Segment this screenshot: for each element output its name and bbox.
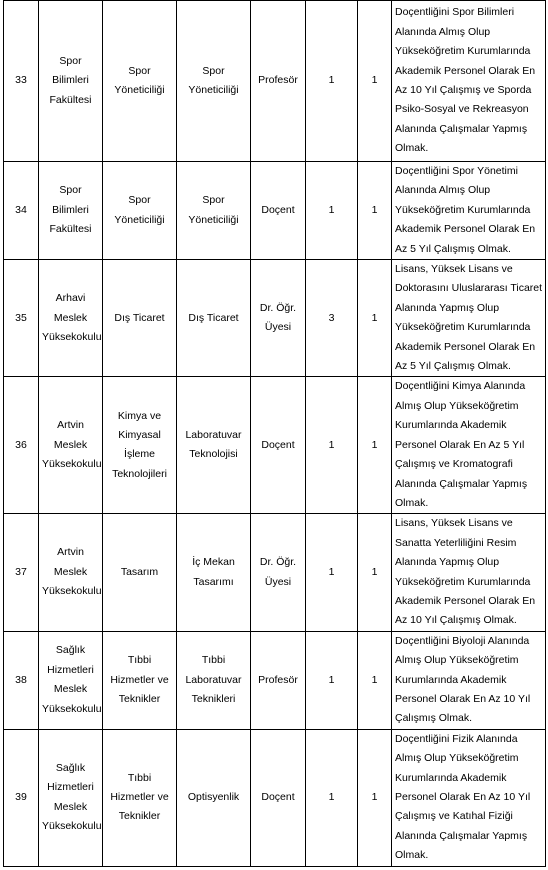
degree-cell: 3: [306, 260, 358, 377]
program-cell: Tıbbi Laboratuvar Teknikleri: [177, 631, 251, 729]
count-cell: 1: [358, 260, 392, 377]
title-cell: Doçent: [251, 729, 306, 866]
table-row: [4, 260, 546, 377]
requirement-cell: Lisans, Yüksek Lisans ve Doktorasını Uluslararası Ticaret Alanında Yapmış Olup Yükseköğretim Kurumlarında Akademik Personel Olarak En Az 5 Yıl Çalışmış Olmak.: [392, 260, 546, 377]
requirement-cell: Doçentliğini Spor Yönetimi Alanında Almış Olup Yükseköğretim Kurumlarında Akademik Personel Olarak En Az 5 Yıl Çalışmış Olmak.: [392, 162, 546, 260]
unit-cell: Artvin Meslek Yüksekokulu: [39, 377, 103, 514]
program-cell: İç Mekan Tasarımı: [177, 514, 251, 631]
degree-cell: 1: [306, 1, 358, 162]
degree-cell: 1: [306, 631, 358, 729]
department-cell: Kimya ve Kimyasal İşleme Teknolojileri: [103, 377, 177, 514]
department-cell: Tıbbi Hizmetler ve Teknikler: [103, 729, 177, 866]
title-cell: Dr. Öğr. Üyesi: [251, 260, 306, 377]
requirement-cell: Doçentliğini Biyoloji Alanında Almış Olup Yükseköğretim Kurumlarında Akademik Personel Olarak En Az 10 Yıl Çalışmış Olmak.: [392, 631, 546, 729]
title-cell: Profesör: [251, 631, 306, 729]
count-cell: 1: [358, 162, 392, 260]
row-number: 39: [4, 729, 39, 866]
requirement-cell: Lisans, Yüksek Lisans ve Sanatta Yeterliliğini Resim Alanında Yapmış Olup Yükseköğretim Kurumlarında Akademik Personel Olarak En Az 10 Yıl Çalışmış Olmak.: [392, 514, 546, 631]
department-cell: Spor Yöneticiliği: [103, 1, 177, 162]
program-cell: Dış Ticaret: [177, 260, 251, 377]
department-cell: Spor Yöneticiliği: [103, 162, 177, 260]
unit-cell: Spor Bilimleri Fakültesi: [39, 1, 103, 162]
count-cell: 1: [358, 631, 392, 729]
unit-cell: Artvin Meslek Yüksekokulu: [39, 514, 103, 631]
row-number: 38: [4, 631, 39, 729]
degree-cell: 1: [306, 162, 358, 260]
program-cell: Optisyenlik: [177, 729, 251, 866]
row-number: 35: [4, 260, 39, 377]
row-number: 36: [4, 377, 39, 514]
unit-cell: Sağlık Hizmetleri Meslek Yüksekokulu: [39, 729, 103, 866]
requirement-cell: Doçentliğini Fizik Alanında Almış Olup Yükseköğretim Kurumlarında Akademik Personel Olarak En Az 10 Yıl Çalışmış ve Katıhal Fiziği Alanında Çalışmalar Yapmış Olmak.: [392, 729, 546, 866]
degree-cell: 1: [306, 729, 358, 866]
requirement-cell: Doçentliğini Spor Bilimleri Alanında Almış Olup Yükseköğretim Kurumlarında Akademik Personel Olarak En Az 10 Yıl Çalışmış ve Sporda Psiko-Sosyal ve Rekreasyon Alanında Çalışmalar Yapmış Olmak.: [392, 1, 546, 162]
program-cell: Laboratuvar Teknolojisi: [177, 377, 251, 514]
table-row: [4, 1, 546, 162]
requirement-cell: Doçentliğini Kimya Alanında Almış Olup Yükseköğretim Kurumlarında Akademik Personel Olarak En Az 5 Yıl Çalışmış ve Kromatografi Alanında Çalışmalar Yapmış Olmak.: [392, 377, 546, 514]
program-cell: Spor Yöneticiliği: [177, 162, 251, 260]
table-row: [4, 729, 546, 866]
department-cell: Tıbbi Hizmetler ve Teknikler: [103, 631, 177, 729]
unit-cell: Spor Bilimleri Fakültesi: [39, 162, 103, 260]
row-number: 34: [4, 162, 39, 260]
degree-cell: 1: [306, 377, 358, 514]
table-row: [4, 162, 546, 260]
title-cell: Doçent: [251, 377, 306, 514]
positions-table: [3, 0, 546, 867]
count-cell: 1: [358, 1, 392, 162]
unit-cell: Sağlık Hizmetleri Meslek Yüksekokulu: [39, 631, 103, 729]
program-cell: Spor Yöneticiliği: [177, 1, 251, 162]
count-cell: 1: [358, 514, 392, 631]
row-number: 37: [4, 514, 39, 631]
row-number: 33: [4, 1, 39, 162]
count-cell: 1: [358, 377, 392, 514]
title-cell: Doçent: [251, 162, 306, 260]
table-row: [4, 631, 546, 729]
table-row: [4, 514, 546, 631]
department-cell: Tasarım: [103, 514, 177, 631]
title-cell: Dr. Öğr. Üyesi: [251, 514, 306, 631]
department-cell: Dış Ticaret: [103, 260, 177, 377]
degree-cell: 1: [306, 514, 358, 631]
count-cell: 1: [358, 729, 392, 866]
title-cell: Profesör: [251, 1, 306, 162]
unit-cell: Arhavi Meslek Yüksekokulu: [39, 260, 103, 377]
table-row: [4, 377, 546, 514]
